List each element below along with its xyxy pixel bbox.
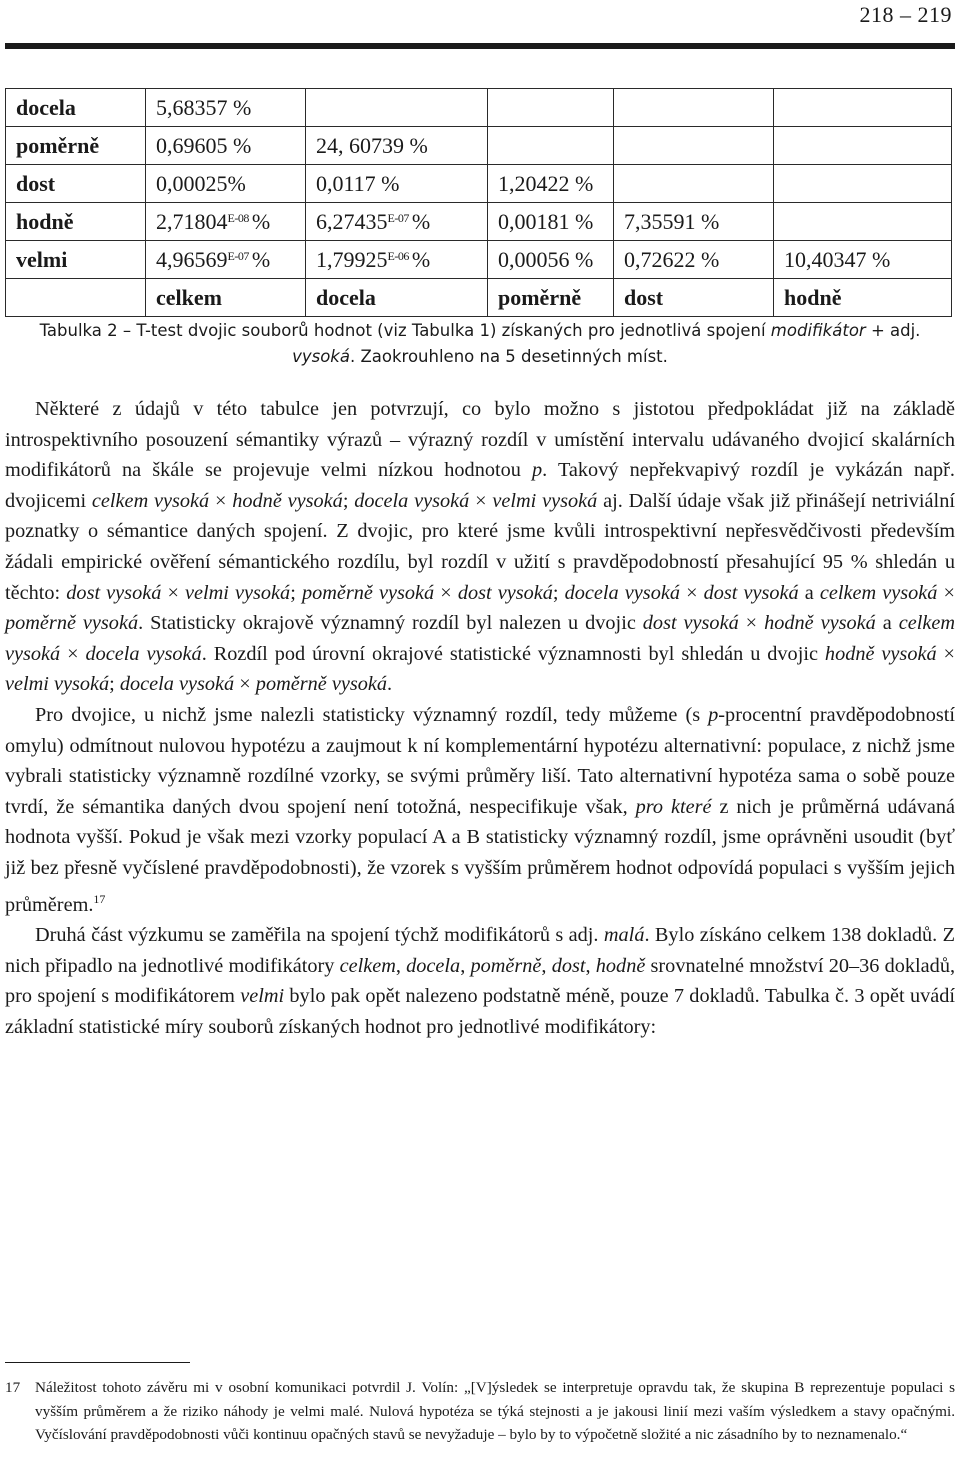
- table-cell: [774, 127, 952, 165]
- footnote-text: Náležitost tohoto závěru mi v osobní komunikaci potvrdil J. Volín: „[V]ýsledek se interpretuje opravdu tak, že skupina B reprezentuje populaci s vyšším průměrem a že riziko náhody je velmi malé. Nulová hypotéza se týká stejnosti a je jakousi linií mezi vaším výsledkem a stavy opačnými. Vyčíslování pravděpodobnosti vůči kontinuu opačných stavů se nevyžaduje – bylo by to výpočetně složité a nic zásadního by to neznamenalo.“: [35, 1379, 955, 1443]
- table-cell: 10,40347 %: [774, 241, 952, 279]
- italic-term: dost vysoká: [457, 581, 553, 604]
- italic-term: dost vysoká: [703, 581, 799, 604]
- table-cell: 24, 60739 %: [306, 127, 488, 165]
- italic-term: poměrně vysoká: [301, 581, 435, 604]
- table-cell: 0,0117 %: [306, 165, 488, 203]
- table-row: [6, 203, 952, 241]
- row-header: dost: [6, 165, 146, 203]
- table-row: [6, 127, 952, 165]
- caption-text-line2: . Zaokrouhleno na 5 desetinných míst.: [349, 347, 668, 366]
- footnote-number: 17: [5, 1379, 21, 1396]
- italic-term: hodně: [595, 954, 646, 977]
- table-row: [6, 165, 952, 203]
- body-text: [5, 394, 955, 1042]
- table-cell: [614, 127, 774, 165]
- table-row: [6, 89, 952, 127]
- italic-term: poměrně: [470, 954, 542, 977]
- table-cell: $6,27435^{E-07}$ %: [306, 203, 488, 241]
- column-header: poměrně: [488, 279, 614, 317]
- italic-term: docela vysoká: [85, 642, 202, 665]
- italic-term: docela vysoká: [564, 581, 680, 604]
- italic-term: hodně vysoká: [232, 489, 343, 512]
- italic-term: velmi vysoká: [5, 673, 110, 696]
- table-cell: [488, 127, 614, 165]
- exponent: E-07: [387, 210, 409, 225]
- column-header-row: [6, 279, 952, 317]
- table-cell: [488, 89, 614, 127]
- italic-term: malá: [603, 924, 645, 947]
- row-header: poměrně: [6, 127, 146, 165]
- footnote-ref[interactable]: 17: [93, 891, 106, 906]
- footnote-rule: [5, 1362, 190, 1363]
- column-header: docela: [306, 279, 488, 317]
- caption-italic-modifikator: modifikátor: [770, 321, 866, 340]
- italic-term: dost vysoká: [642, 612, 739, 635]
- table-cell: [774, 203, 952, 241]
- table-cell: 0,69605 %: [146, 127, 306, 165]
- table-cell: 5,68357 %: [146, 89, 306, 127]
- italic-term: p: [708, 703, 719, 726]
- t-test-table: [5, 88, 952, 317]
- caption-text: Tabulka 2 – T-test dvojic souborů hodnot (viz Tabulka 1) získaných pro jednotlivá spojení: [39, 321, 771, 340]
- page-number: 218 – 219: [859, 2, 952, 27]
- italic-term: hodně vysoká: [824, 642, 937, 665]
- italic-term: poměrně vysoká: [255, 673, 388, 696]
- row-header: hodně: [6, 203, 146, 241]
- italic-term: celkem vysoká: [819, 581, 938, 604]
- table-cell: [614, 165, 774, 203]
- italic-term: velmi vysoká: [492, 489, 598, 512]
- paragraph-2: Pro dvojice, u nichž jsme nalezli statisticky významný rozdíl, tedy můžeme (s p-procentní pravděpodobností omylu) odmítnout nulovou hypotézu a zaujmout k ní komplementární hypotézu alternativní: populace, z nichž jsme vybrali statisticky významně rozdílné vzorky, se svými průměry liší. Tato alternativní hypotéza sama o sobě pouze tvrdí, že sémantika daných dvou spojení není totožná, nespecifikuje však, pro které z nich je průměrná udávaná hodnota vyšší. Pokud je však mezi vzorky populací A a B statisticky významný rozdíl, jsme oprávněni usoudit (byť již bez přesně vyčíslené pravděpodobnosti), že vzorek s vyšším průměrem hodnot odpovídá populaci s vyšším jejich průměrem.$^{17}$: [5, 703, 956, 916]
- exponent: E-07: [227, 248, 249, 263]
- italic-term: velmi vysoká: [185, 581, 291, 604]
- italic-term: dost vysoká: [66, 581, 162, 604]
- table-caption: [0, 318, 960, 370]
- footnote-17: [5, 1376, 955, 1447]
- table-cell: [774, 89, 952, 127]
- table-cell: [774, 165, 952, 203]
- table-cell: 0,00056 %: [488, 241, 614, 279]
- table-cell: 7,35591 %: [614, 203, 774, 241]
- italic-term: dost: [551, 954, 586, 977]
- caption-text-end: + adj.: [865, 321, 921, 340]
- italic-term: hodně vysoká: [764, 612, 876, 635]
- table-cell: $4,96569^{E-07}$ %: [146, 241, 306, 279]
- exponent: E-08: [227, 210, 249, 225]
- italic-term: docela vysoká: [119, 673, 235, 696]
- column-header: dost: [614, 279, 774, 317]
- italic-term: p: [532, 459, 543, 482]
- italic-term: celkem vysoká: [5, 612, 955, 665]
- paragraph-1: Některé z údajů v této tabulce jen potvrzují, co bylo možno s jistotou předpokládat již na základě introspektivního posouzení sémantiky výrazů – výrazný rozdíl v umístění intervalu udávaného dvojicí skalárních modifikátorů na škále se projevuje velmi nízkou hodnotou p. Takový nepřekvapivý rozdíl je vykázán např. dvojicemi celkem vysoká × hodně vysoká; docela vysoká × velmi vysoká aj. Další údaje však již přinášejí netriviální poznatky o sémantice daných spojení. Z dvojic, pro které jsme kvůli introspektivní nepřesvědčivosti především žádali empirické ověření sémantického rozdílu, byl rozdíl v užití s pravděpodobností přesahující 95 % shledán u těchto: dost vysoká × velmi vysoká; poměrně vysoká × dost vysoká; docela vysoká × dost vysoká a celkem vysoká × poměrně vysoká. Statisticky okrajově významný rozdíl byl nalezen u dvojic dost vysoká × hodně vysoká a celkem vysoká × docela vysoká. Rozdíl pod úrovní okrajové statistické významnosti byl shledán u dvojic hodně vysoká × velmi vysoká; docela vysoká × poměrně vysoká.: [5, 398, 955, 696]
- table-cell: 1,20422 %: [488, 165, 614, 203]
- row-header: velmi: [6, 241, 146, 279]
- italic-term: docela: [406, 954, 461, 977]
- italic-term: velmi: [240, 985, 285, 1008]
- table-row: [6, 241, 952, 279]
- header-rule: [5, 43, 955, 49]
- exponent: E-06: [387, 248, 409, 263]
- italic-term: poměrně vysoká: [5, 612, 139, 635]
- table-body: [6, 89, 952, 317]
- italic-term: celkem: [339, 954, 396, 977]
- table-cell: $1,79925^{E-06}$ %: [306, 241, 488, 279]
- table-cell: 0,00181 %: [488, 203, 614, 241]
- row-header: docela: [6, 89, 146, 127]
- column-header: celkem: [146, 279, 306, 317]
- italic-term: pro které: [635, 795, 712, 818]
- table-cell: 0,00025%: [146, 165, 306, 203]
- caption-italic-vysoka: vysoká: [292, 347, 350, 366]
- table-cell: 0,72622 %: [614, 241, 774, 279]
- paragraph-3: Druhá část výzkumu se zaměřila na spojení týchž modifikátorů s adj. malá. Bylo získáno celkem 138 dokladů. Z nich připadlo na jednotlivé modifikátory celkem, docela, poměrně, dost, hodně srovnatelné množství 20–36 dokladů, pro spojení s modifikátorem velmi bylo pak opět nalezeno podstatně méně, pouze 7 dokladů. Tabulka č. 3 opět uvádí základní statistické míry souborů získaných hodnot pro jednotlivé modifikátory:: [5, 924, 956, 1038]
- corner-cell: [6, 279, 146, 317]
- italic-term: docela vysoká: [354, 489, 470, 512]
- column-header: hodně: [774, 279, 952, 317]
- table-cell: [614, 89, 774, 127]
- table-cell: [306, 89, 488, 127]
- table-cell: $2,71804^{E-08}$ %: [146, 203, 306, 241]
- italic-term: celkem vysoká: [91, 489, 210, 512]
